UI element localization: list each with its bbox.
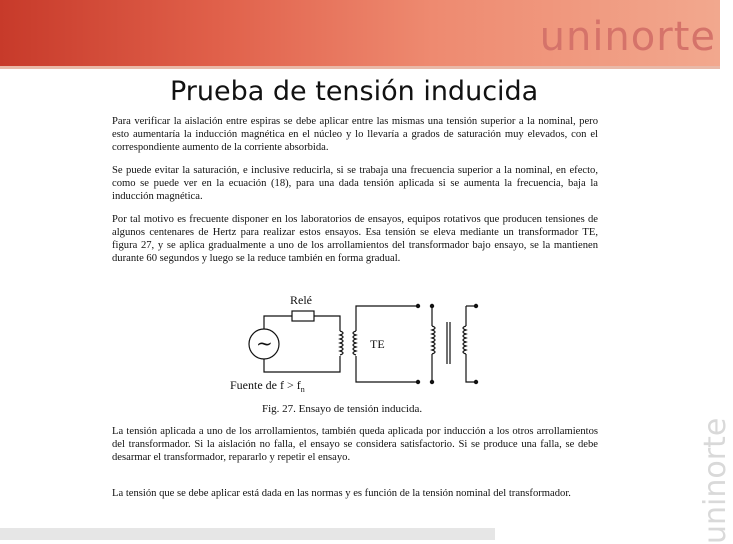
relay-box (292, 311, 314, 321)
uninorte-side-logo: uninorte (698, 417, 733, 544)
relay-label: Relé (290, 293, 312, 307)
circuit-diagram (228, 286, 504, 398)
slide-title: Prueba de tensión inducida (170, 76, 539, 107)
header-divider (0, 66, 720, 69)
dut-secondary-coil (463, 326, 466, 354)
paragraph-4: La tensión aplicada a uno de los arrollamientos, también queda aplicada por inducción a los otros arrollamientos del transformador. Si la aislación no falla, el ensayo se considera satisfactorio. Si se produce una falla, se debe desarmar el transformador, repararlo y repetir el ensayo. (112, 426, 598, 463)
source-label: Fuente de $f > f_n$ (230, 378, 305, 394)
footer-bar (0, 528, 495, 540)
source-tilde: ~ (256, 331, 273, 355)
paragraph-2: Se puede evitar la saturación, e inclusive reducirla, si se trabaja una frecuencia superior a la nominal, en efecto, como se puede ver en la ecuación (18), para una dada tensión aplicada si se aumenta la frecuencia, baja la inducción magnética. (112, 165, 598, 202)
paragraph-1: Para verificar la aislación entre espiras se debe aplicar entre las mismas una tensión superior a la nominal, pero esto aumentaría la inducción magnética en el núcleo y lo llevaría a grados de saturación muy elevados, con el correspondiente aumento de la corriente absorbida. (112, 116, 598, 153)
te-primary-coil (340, 331, 343, 355)
te-label: TE (370, 337, 385, 351)
uninorte-logo: uninorte (539, 14, 716, 60)
paragraph-3: Por tal motivo es frecuente disponer en los laboratorios de ensayos, equipos rotativos que producen tensiones de algunos centenares de Hertz para realizar estos ensayos. Esa tensión se eleva mediante un transformador TE, figura 27, y se aplica gradualmente a uno de los arrollamientos del transformador bajo ensayo, se la mantienen durante 60 segundos y luego se la reduce también en forma gradual. (112, 214, 598, 264)
dut-primary-coil (432, 326, 435, 354)
paragraph-5: La tensión que se debe aplicar está dada en las normas y es función de la tensión nominal del transformador. (112, 488, 571, 499)
figure-caption: Fig. 27. Ensayo de tensión inducida. (262, 403, 423, 415)
te-secondary-coil (353, 331, 356, 355)
